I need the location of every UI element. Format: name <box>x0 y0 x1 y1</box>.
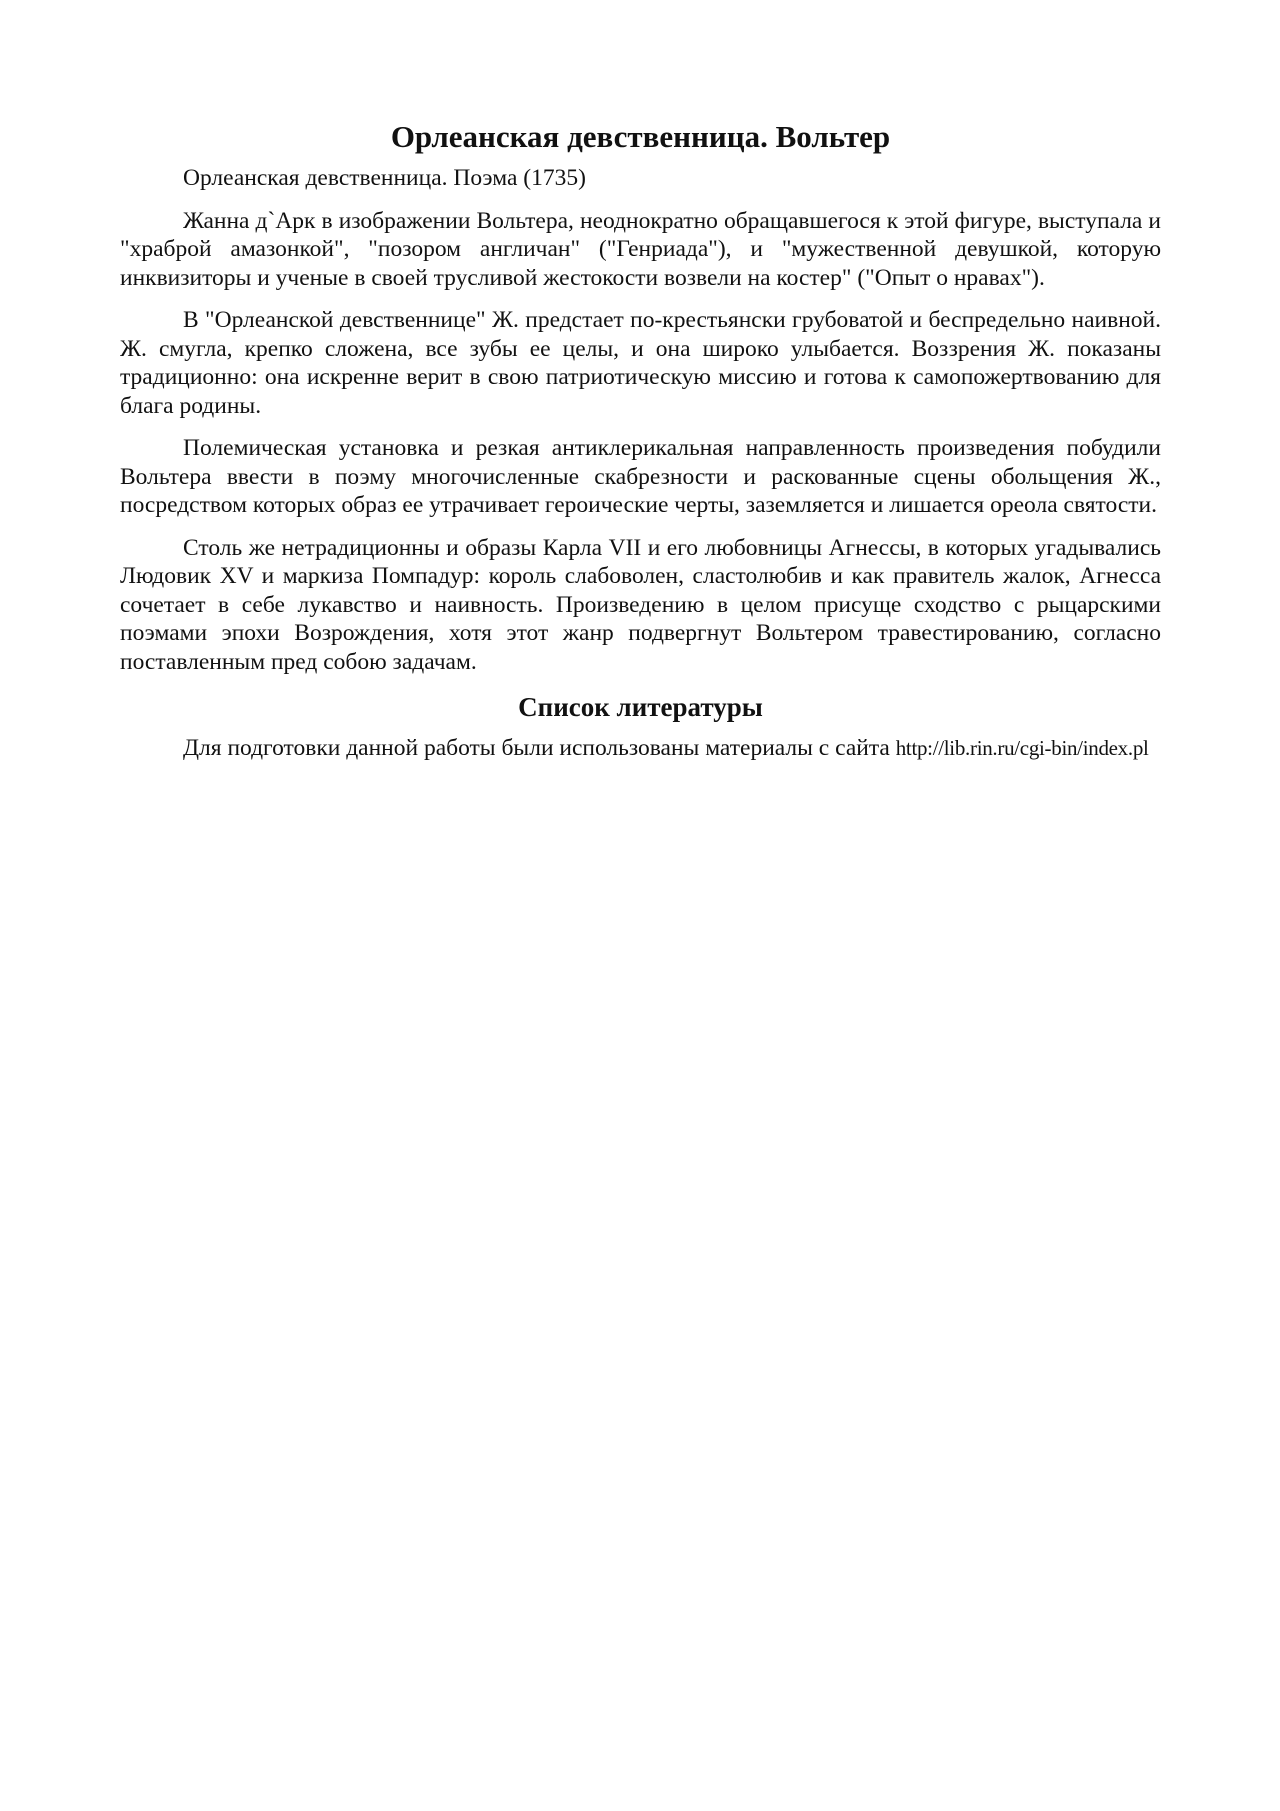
references-heading: Список литературы <box>518 692 763 722</box>
page-title: Орлеанская девственница. Вольтер <box>390 119 891 154</box>
source-url[interactable]: http://lib.rin.ru/cgi-bin/index.pl <box>895 736 1149 760</box>
paragraph-4: Столь же нетрадиционны и образы Карла VII и его любовницы Агнессы, в которых угадывались Людовик XV и маркиза Помпадур: король слабоволен, сластолюбив и как правитель жалок, Агнесса сочетает в себе лукавство и наивность. Произведению в целом присуще сходство с рыцарскими поэмами эпохи Возрождения, хотя этот жанр подвергнут Вольтером травестированию, согласно поставленным пред собою задачам. <box>120 534 1161 675</box>
references-text: Для подготовки данной работы были использованы материалы с сайта <box>183 735 890 761</box>
poem-subtitle: Орлеанская девственница. Поэма (1735) <box>183 165 586 191</box>
document-page <box>120 118 1161 763</box>
paragraph-3: Полемическая установка и резкая антиклерикальная направленность произведения побудили Вольтера ввести в поэму многочисленные скабрезности и раскованные сцены обольщения Ж., посредством которых образ ее утрачивает героические черты, заземляется и лишается ореола святости. <box>120 435 1161 518</box>
references-paragraph <box>120 734 1161 763</box>
paragraph-2: В "Орлеанской девственнице" Ж. предстает по-крестьянски грубоватой и беспредельно наивной. Ж. смугла, крепко сложена, все зубы ее целы, и она широко улыбается. Воззрения Ж. показаны традиционно: она искренне верит в свою патриотическую миссию и готова к самопожертвованию для блага родины. <box>120 307 1161 419</box>
paragraph-1: Жанна д`Арк в изображении Вольтера, неоднократно обращавшегося к этой фигуре, выступала и "храброй амазонкой", "позором англичан" ("Генриада"), и "мужественной девушкой, которую инквизиторы и ученые в своей трусливой жестокости возвели на костер" ("Опыт о нравах"). <box>120 207 1161 291</box>
